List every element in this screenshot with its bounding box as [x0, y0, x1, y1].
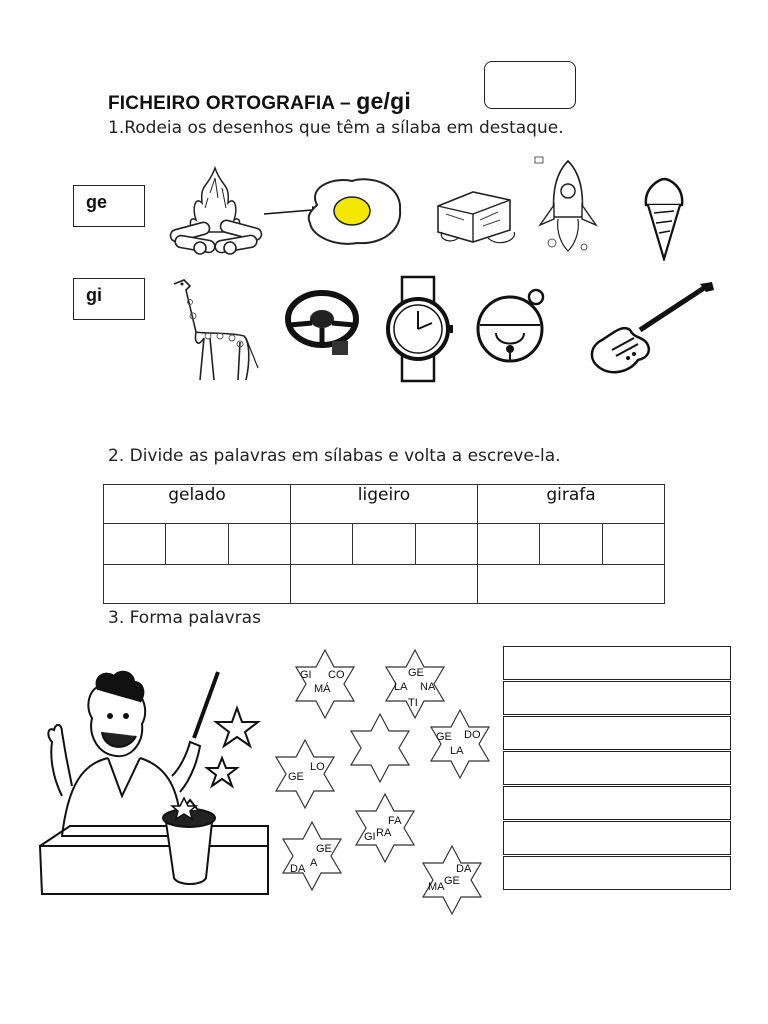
ice-cream-icon[interactable]	[640, 175, 688, 261]
name-box[interactable]	[484, 61, 576, 109]
syllable-cell[interactable]	[415, 524, 477, 565]
star-syllable: GE	[444, 875, 460, 887]
syllable-cell[interactable]	[290, 524, 352, 565]
syllable-cell[interactable]	[104, 524, 166, 565]
giraffe-icon[interactable]	[160, 272, 265, 384]
steering-wheel-icon[interactable]	[282, 285, 362, 363]
star-syllable: FA	[388, 815, 402, 827]
title-syllables: ge/gi	[356, 88, 411, 114]
syllable-cell[interactable]	[477, 524, 539, 565]
star-syllable: LO	[310, 761, 325, 773]
star-syllable: GI	[364, 831, 376, 843]
syllable-box-ge: ge	[73, 185, 145, 227]
star-6[interactable]	[356, 794, 414, 862]
star-4[interactable]	[431, 710, 489, 778]
star-syllable: MÁ	[314, 683, 331, 695]
egg-icon[interactable]	[302, 175, 407, 250]
star-1[interactable]	[296, 650, 354, 718]
star-syllable: GI	[300, 669, 312, 681]
syllable-cell[interactable]	[540, 524, 602, 565]
star-syllable: NA	[420, 681, 436, 693]
syllable-cell[interactable]	[602, 524, 664, 565]
star-8[interactable]	[423, 846, 481, 914]
star-syllable: DA	[456, 863, 472, 875]
syllable-box-gi: gi	[73, 278, 145, 320]
watch-icon[interactable]	[382, 275, 454, 383]
star-7[interactable]	[283, 822, 341, 890]
star-syllable: MA	[428, 881, 445, 893]
answer-box[interactable]	[503, 786, 731, 820]
word-cell: ligeiro	[290, 485, 477, 524]
star-syllable: A	[310, 857, 318, 869]
answer-box[interactable]	[503, 751, 731, 785]
answer-box[interactable]	[503, 681, 731, 715]
rocket-icon[interactable]	[532, 155, 604, 257]
magician-illustration	[32, 646, 272, 896]
title-main: FICHEIRO ORTOGRAFIA –	[108, 93, 357, 114]
word-cell: girafa	[477, 485, 664, 524]
guitar-icon[interactable]	[582, 280, 717, 380]
answer-box[interactable]	[503, 856, 731, 890]
syllable-cell[interactable]	[228, 524, 290, 565]
star-syllable: TI	[408, 697, 418, 709]
exercise-3-instruction: 3. Forma palavras	[108, 608, 261, 628]
rewrite-cell[interactable]	[290, 565, 477, 604]
star-5[interactable]	[276, 740, 334, 808]
rewrite-cell[interactable]	[477, 565, 664, 604]
syllable-cell[interactable]	[353, 524, 415, 565]
star-syllable: DO	[464, 729, 481, 741]
syllable-table	[103, 484, 665, 604]
syllable-cell[interactable]	[166, 524, 228, 565]
answer-boxes	[503, 646, 731, 891]
exercise-2-instruction: 2. Divide as palavras em sílabas e volta a escreve-la.	[108, 446, 561, 466]
star-2[interactable]	[386, 650, 444, 718]
star-syllable: LA	[450, 745, 464, 757]
rewrite-cell[interactable]	[104, 565, 291, 604]
star-syllable: GE	[436, 731, 452, 743]
word-cell: gelado	[104, 485, 291, 524]
star-syllable: GE	[408, 667, 424, 679]
syllable-stars	[270, 646, 500, 916]
bell-icon[interactable]	[472, 285, 557, 370]
star-syllable: CO	[328, 669, 345, 681]
star-syllable: GE	[288, 771, 304, 783]
star-syllable: DA	[290, 863, 306, 875]
star-3[interactable]	[351, 714, 409, 782]
star-syllable: LA	[394, 681, 408, 693]
page-title	[108, 88, 411, 115]
answer-box[interactable]	[503, 716, 731, 750]
answer-box[interactable]	[503, 821, 731, 855]
star-syllable: RA	[376, 827, 392, 839]
exercise-1-instruction: 1.Rodeia os desenhos que têm a sílaba em destaque.	[108, 118, 564, 138]
ice-block-icon[interactable]	[428, 178, 523, 250]
fire-icon[interactable]	[160, 158, 270, 258]
star-syllable: GE	[316, 843, 332, 855]
answer-box[interactable]	[503, 646, 731, 680]
